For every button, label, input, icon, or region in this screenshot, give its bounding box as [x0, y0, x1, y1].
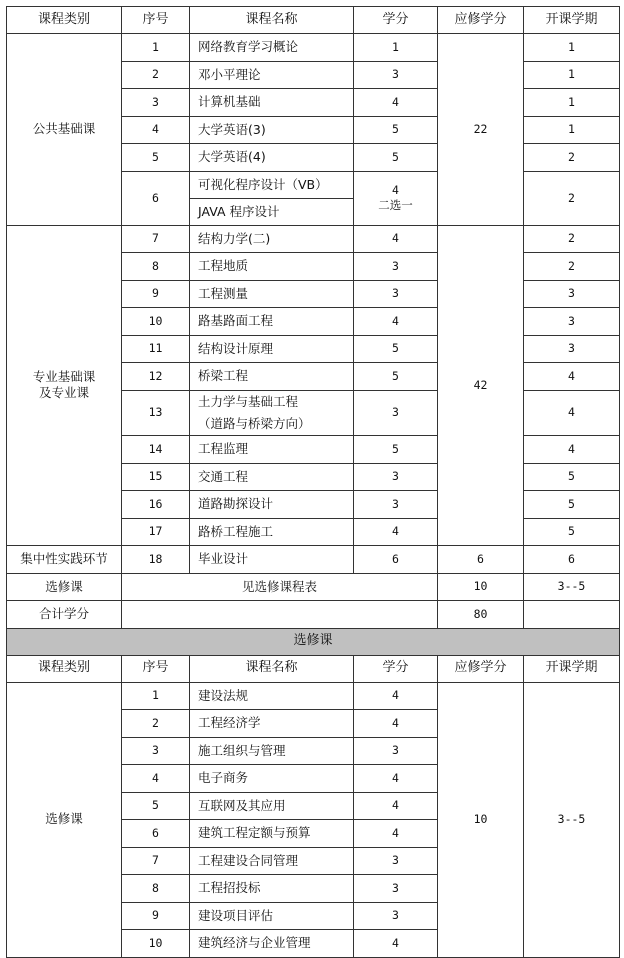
- course-term: 4: [524, 436, 620, 464]
- course-credit: 5: [354, 144, 438, 172]
- required-credits: 22: [438, 34, 524, 226]
- column-header: 应修学分: [438, 7, 524, 34]
- column-header: 开课学期: [524, 7, 620, 34]
- section-title: 选修课: [7, 628, 620, 655]
- elective-reference: 见选修课程表: [122, 573, 438, 601]
- course-name: 工程地质: [190, 253, 354, 281]
- course-name: 建筑经济与企业管理: [190, 930, 354, 958]
- course-number: 2: [122, 61, 190, 89]
- course-number: 6: [122, 171, 190, 225]
- required-header-row: [7, 7, 620, 34]
- course-credit: [354, 171, 438, 225]
- course-credit: 3: [354, 737, 438, 765]
- course-number: 4: [122, 765, 190, 793]
- course-credit: 1: [354, 34, 438, 62]
- course-term: 1: [524, 61, 620, 89]
- credit-value: 4: [392, 183, 399, 198]
- table-row: [7, 682, 620, 710]
- course-number: 8: [122, 253, 190, 281]
- course-number: 3: [122, 737, 190, 765]
- course-credit: 3: [354, 491, 438, 519]
- course-credit: 3: [354, 61, 438, 89]
- course-name: 毕业设计: [190, 546, 354, 574]
- course-credit: 4: [354, 792, 438, 820]
- column-header: 课程类别: [7, 7, 122, 34]
- course-number: 10: [122, 930, 190, 958]
- course-name: 交通工程: [190, 463, 354, 491]
- table-row: [7, 225, 620, 253]
- course-number: 4: [122, 116, 190, 144]
- table-row: [7, 546, 620, 574]
- course-number: 7: [122, 847, 190, 875]
- course-name: 邓小平理论: [190, 61, 354, 89]
- curriculum-table-body: [7, 7, 620, 958]
- column-header: 序号: [122, 7, 190, 34]
- course-credit: 3: [354, 253, 438, 281]
- course-name: 工程监理: [190, 436, 354, 464]
- column-header: 课程类别: [7, 655, 122, 682]
- required-credits: 10: [438, 573, 524, 601]
- column-header: 课程名称: [190, 655, 354, 682]
- course-name: 建设法规: [190, 682, 354, 710]
- course-term: 5: [524, 518, 620, 546]
- column-header: 课程名称: [190, 7, 354, 34]
- course-term: 4: [524, 390, 620, 436]
- course-name: 道路勘探设计: [190, 491, 354, 519]
- required-credits: 42: [438, 225, 524, 546]
- course-name: 工程经济学: [190, 710, 354, 738]
- course-credit: 3: [354, 875, 438, 903]
- course-name: 工程测量: [190, 280, 354, 308]
- total-credits-row: [7, 601, 620, 629]
- course-number: 5: [122, 792, 190, 820]
- curriculum-table-wrapper: [6, 6, 620, 958]
- course-term: 2: [524, 253, 620, 281]
- course-number: 1: [122, 34, 190, 62]
- column-header: 序号: [122, 655, 190, 682]
- course-number: 12: [122, 363, 190, 391]
- course-name: 计算机基础: [190, 89, 354, 117]
- course-name-line: 土力学与基础工程: [198, 393, 299, 409]
- course-name: 结构力学(二): [190, 225, 354, 253]
- course-term: 3: [524, 280, 620, 308]
- elective-section-title-row: [7, 628, 620, 655]
- course-name: 施工组织与管理: [190, 737, 354, 765]
- course-number: 7: [122, 225, 190, 253]
- course-term: 3: [524, 308, 620, 336]
- course-term: 3: [524, 335, 620, 363]
- course-credit: 4: [354, 682, 438, 710]
- course-number: 3: [122, 89, 190, 117]
- course-name: 工程招投标: [190, 875, 354, 903]
- course-credit: 3: [354, 390, 438, 436]
- credit-note: 二选一: [378, 198, 413, 212]
- course-credit: 5: [354, 335, 438, 363]
- course-name-line: （道路与桥梁方向）: [198, 415, 311, 431]
- course-term: 5: [524, 463, 620, 491]
- course-number: 6: [122, 820, 190, 848]
- course-credit: 4: [354, 930, 438, 958]
- course-term: 3--5: [524, 573, 620, 601]
- required-credits: 10: [438, 682, 524, 957]
- course-credit: 4: [354, 820, 438, 848]
- course-credit: 6: [354, 546, 438, 574]
- course-name: [190, 390, 354, 436]
- course-name: 互联网及其应用: [190, 792, 354, 820]
- course-name: 网络教育学习概论: [190, 34, 354, 62]
- course-number: 5: [122, 144, 190, 172]
- course-credit: 4: [354, 710, 438, 738]
- column-header: 开课学期: [524, 655, 620, 682]
- course-number: 9: [122, 902, 190, 930]
- course-term: 2: [524, 144, 620, 172]
- course-name: [190, 171, 354, 225]
- course-number: 9: [122, 280, 190, 308]
- course-credit: 4: [354, 308, 438, 336]
- curriculum-table: [6, 6, 620, 958]
- course-name: 大学英语(4): [190, 144, 354, 172]
- course-name: 电子商务: [190, 765, 354, 793]
- course-name: 路基路面工程: [190, 308, 354, 336]
- course-term: 4: [524, 363, 620, 391]
- course-name: 建筑工程定额与预算: [190, 820, 354, 848]
- course-number: 10: [122, 308, 190, 336]
- elective-summary-row: [7, 573, 620, 601]
- course-term: 3--5: [524, 682, 620, 957]
- category-cell: 专业基础课 及专业课: [7, 225, 122, 546]
- course-credit: 5: [354, 363, 438, 391]
- course-name-line: 可视化程序设计（VB）: [198, 176, 328, 192]
- course-term: 6: [524, 546, 620, 574]
- empty-cell: [122, 601, 438, 629]
- course-term: 1: [524, 89, 620, 117]
- course-credit: 3: [354, 280, 438, 308]
- course-name: 大学英语(3): [190, 116, 354, 144]
- elective-header-row: [7, 655, 620, 682]
- course-name: 建设项目评估: [190, 902, 354, 930]
- course-term: 2: [524, 225, 620, 253]
- course-name: 工程建设合同管理: [190, 847, 354, 875]
- course-credit: 4: [354, 518, 438, 546]
- course-credit: 4: [354, 765, 438, 793]
- course-number: 14: [122, 436, 190, 464]
- course-term: 5: [524, 491, 620, 519]
- course-term: 2: [524, 171, 620, 225]
- course-number: 13: [122, 390, 190, 436]
- column-header: 应修学分: [438, 655, 524, 682]
- course-number: 16: [122, 491, 190, 519]
- category-cell: 选修课: [7, 682, 122, 957]
- course-number: 11: [122, 335, 190, 363]
- course-credit: 3: [354, 463, 438, 491]
- course-credit: 5: [354, 436, 438, 464]
- course-number: 18: [122, 546, 190, 574]
- empty-cell: [524, 601, 620, 629]
- course-credit: 4: [354, 225, 438, 253]
- course-name-line: JAVA 程序设计: [190, 198, 353, 225]
- category-cell: 选修课: [7, 573, 122, 601]
- course-credit: 3: [354, 847, 438, 875]
- course-number: 17: [122, 518, 190, 546]
- category-cell: 公共基础课: [7, 34, 122, 226]
- course-number: 15: [122, 463, 190, 491]
- course-credit: 3: [354, 902, 438, 930]
- total-credits: 80: [438, 601, 524, 629]
- course-name: 桥梁工程: [190, 363, 354, 391]
- column-header: 学分: [354, 7, 438, 34]
- course-name: 路桥工程施工: [190, 518, 354, 546]
- table-row: [7, 34, 620, 62]
- required-credits: 6: [438, 546, 524, 574]
- course-number: 1: [122, 682, 190, 710]
- course-number: 8: [122, 875, 190, 903]
- column-header: 学分: [354, 655, 438, 682]
- course-term: 1: [524, 34, 620, 62]
- category-cell: 集中性实践环节: [7, 546, 122, 574]
- course-term: 1: [524, 116, 620, 144]
- course-name: 结构设计原理: [190, 335, 354, 363]
- course-credit: 5: [354, 116, 438, 144]
- course-credit: 4: [354, 89, 438, 117]
- total-label: 合计学分: [7, 601, 122, 629]
- course-number: 2: [122, 710, 190, 738]
